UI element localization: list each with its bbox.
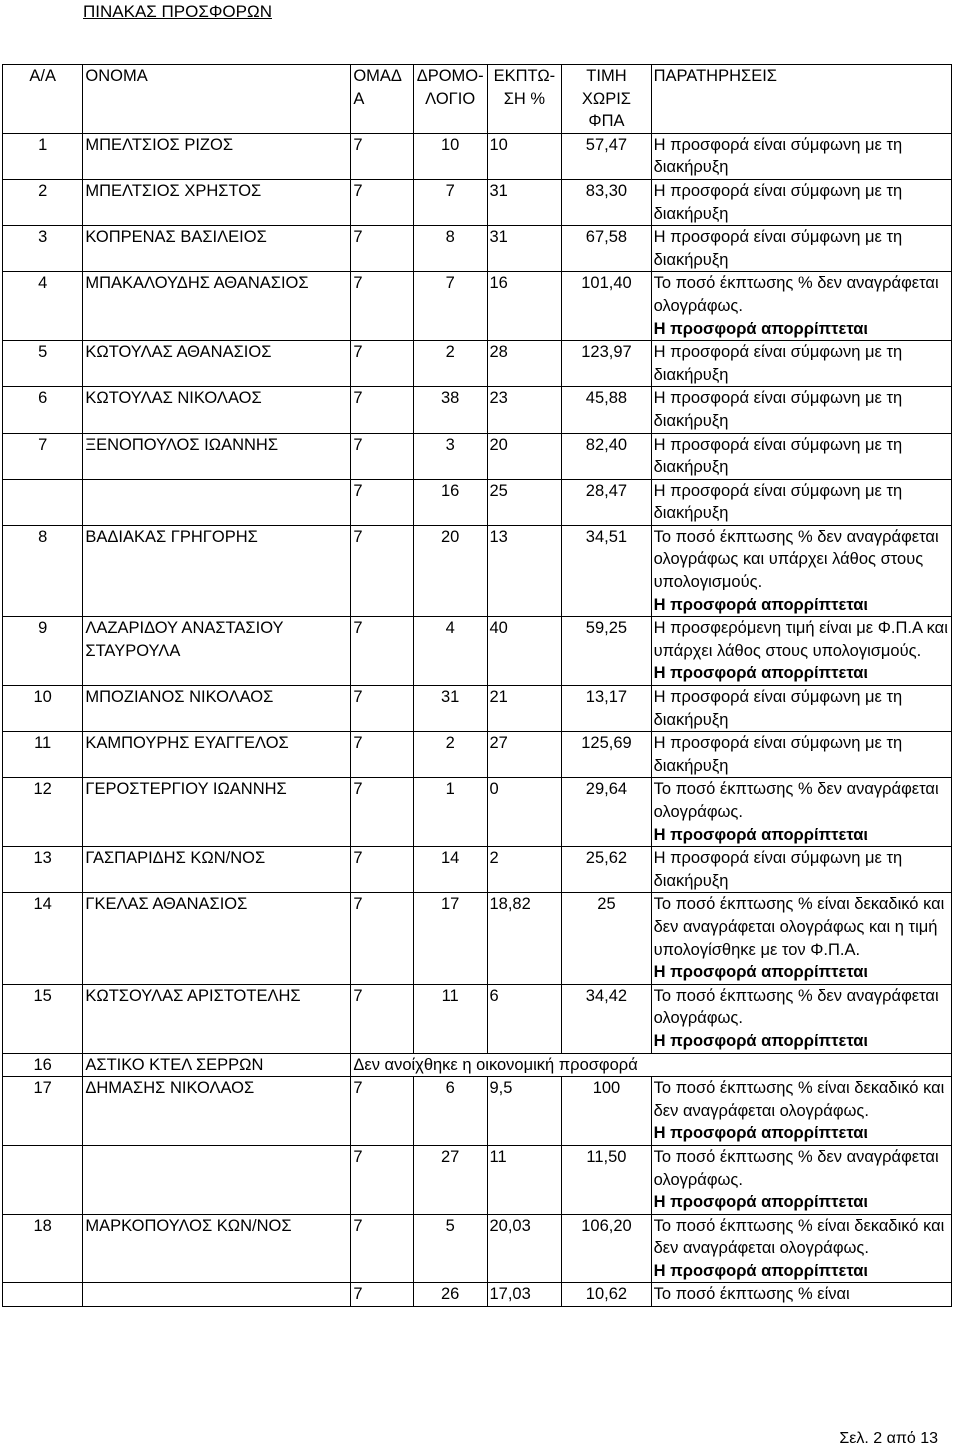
row-discount: 10 <box>487 133 562 179</box>
row-discount: 31 <box>487 226 562 272</box>
row-aa: 7 <box>3 433 83 479</box>
row-reject-text: Η προσφορά απορρίπτεται <box>653 595 868 614</box>
row-name <box>83 1283 351 1307</box>
table-row <box>3 525 952 616</box>
row-name: ΛΑΖΑΡΙΔΟΥ ΑΝΑΣΤΑΣΙΟΥ ΣΤΑΥΡΟΥΛΑ <box>83 617 351 686</box>
row-group: 7 <box>351 525 414 616</box>
row-notes <box>651 732 951 778</box>
row-discount: 40 <box>487 617 562 686</box>
row-aa: 13 <box>3 847 83 893</box>
row-course: 2 <box>413 732 487 778</box>
row-note-text: Το ποσό έκπτωσης % είναι δεκαδικό και δεν αναγράφεται ολογράφως. <box>653 1079 945 1120</box>
row-aa <box>3 1145 83 1214</box>
row-name: ΓΚΕΛΑΣ ΑΘΑΝΑΣΙΟΣ <box>83 893 351 984</box>
row-price: 57,47 <box>562 133 651 179</box>
table-row <box>3 479 952 525</box>
row-notes <box>651 617 951 686</box>
row-unopened-note: Δεν ανοίχθηκε η οικονομική προσφορά <box>351 1053 952 1077</box>
table-row <box>3 1145 952 1214</box>
row-aa: 16 <box>3 1053 83 1077</box>
table-row <box>3 272 952 341</box>
row-name: ΜΠΑΚΑΛΟΥΔΗΣ ΑΘΑΝΑΣΙΟΣ <box>83 272 351 341</box>
row-price: 100 <box>562 1077 651 1146</box>
row-notes <box>651 686 951 732</box>
row-price: 67,58 <box>562 226 651 272</box>
row-notes <box>651 341 951 387</box>
row-discount: 16 <box>487 272 562 341</box>
row-name: ΜΠΟΖΙΑΝΟΣ ΝΙΚΟΛΑΟΣ <box>83 686 351 732</box>
row-group: 7 <box>351 1077 414 1146</box>
row-course: 6 <box>413 1077 487 1146</box>
row-discount: 28 <box>487 341 562 387</box>
row-notes <box>651 893 951 984</box>
row-discount: 25 <box>487 479 562 525</box>
table-row <box>3 226 952 272</box>
row-group: 7 <box>351 778 414 847</box>
row-discount: 21 <box>487 686 562 732</box>
table-row <box>3 984 952 1053</box>
table-row <box>3 732 952 778</box>
table-row <box>3 1214 952 1283</box>
row-aa: 3 <box>3 226 83 272</box>
row-group: 7 <box>351 732 414 778</box>
row-price: 29,64 <box>562 778 651 847</box>
row-aa: 17 <box>3 1077 83 1146</box>
table-row <box>3 1053 952 1077</box>
row-notes <box>651 525 951 616</box>
row-aa: 6 <box>3 387 83 433</box>
table-row <box>3 893 952 984</box>
row-note-text: Το ποσό έκπτωσης % είναι δεκαδικό και δεν αναγράφεται ολογράφως. <box>653 1216 945 1258</box>
row-name: ΓΑΣΠΑΡΙΔΗΣ ΚΩΝ/ΝΟΣ <box>83 847 351 893</box>
row-price: 123,97 <box>562 341 651 387</box>
row-price: 34,51 <box>562 525 651 616</box>
header-discount: ΕΚΠΤΩ-ΣΗ % <box>487 65 562 134</box>
row-course: 8 <box>413 226 487 272</box>
row-discount: 0 <box>487 778 562 847</box>
row-note-text: Η προσφορά είναι σύμφωνη με τη διακήρυξη <box>653 343 903 384</box>
table-row <box>3 341 952 387</box>
row-group: 7 <box>351 433 414 479</box>
table-header-row <box>3 65 952 134</box>
row-aa <box>3 479 83 525</box>
row-group: 7 <box>351 341 414 387</box>
row-course: 4 <box>413 617 487 686</box>
row-aa: 12 <box>3 778 83 847</box>
row-group: 7 <box>351 272 414 341</box>
row-name: ΞΕΝΟΠΟΥΛΟΣ ΙΩΑΝΝΗΣ <box>83 433 351 479</box>
row-note-text: Το ποσό έκπτωσης % δεν αναγράφεται ολογράφως και υπάρχει λάθος στους υπολογισμούς. <box>653 527 939 592</box>
row-course: 7 <box>413 179 487 225</box>
row-note-text: Η προσφορά είναι σύμφωνη με τη διακήρυξη <box>653 228 903 269</box>
row-aa: 15 <box>3 984 83 1053</box>
row-reject-text: Η προσφορά απορρίπτεται <box>653 664 868 683</box>
row-name: ΜΠΕΛΤΣΙΟΣ ΡΙΖΟΣ <box>83 133 351 179</box>
row-name: ΜΠΕΛΤΣΙΟΣ ΧΡΗΣΤΟΣ <box>83 179 351 225</box>
row-notes <box>651 479 951 525</box>
row-note-text: Η προσφορά είναι σύμφωνη με τη διακήρυξη <box>653 481 903 523</box>
row-group: 7 <box>351 1283 414 1307</box>
row-discount: 11 <box>487 1145 562 1214</box>
row-group: 7 <box>351 617 414 686</box>
row-notes <box>651 1077 951 1146</box>
row-group: 7 <box>351 1214 414 1283</box>
row-discount: 23 <box>487 387 562 433</box>
row-notes <box>651 179 951 225</box>
row-course: 16 <box>413 479 487 525</box>
row-note-text: Η προσφορά είναι σύμφωνη με τη διακήρυξη <box>653 849 903 890</box>
table-row <box>3 133 952 179</box>
row-price: 34,42 <box>562 984 651 1053</box>
row-reject-text: Η προσφορά απορρίπτεται <box>653 319 868 338</box>
row-course: 7 <box>413 272 487 341</box>
row-notes <box>651 1283 951 1307</box>
table-row <box>3 617 952 686</box>
row-notes <box>651 226 951 272</box>
row-course: 20 <box>413 525 487 616</box>
page-number: Σελ. 2 από 13 <box>839 1430 938 1447</box>
row-notes <box>651 984 951 1053</box>
row-group: 7 <box>351 479 414 525</box>
row-note-text: Η προσφορά είναι σύμφωνη με τη διακήρυξη <box>653 135 903 177</box>
table-row <box>3 686 952 732</box>
table-row <box>3 179 952 225</box>
row-price: 125,69 <box>562 732 651 778</box>
row-discount: 27 <box>487 732 562 778</box>
row-course: 27 <box>413 1145 487 1214</box>
row-price: 25,62 <box>562 847 651 893</box>
row-aa: 18 <box>3 1214 83 1283</box>
header-price: ΤΙΜΗ ΧΩΡΙΣ ΦΠΑ <box>562 65 651 134</box>
row-price: 59,25 <box>562 617 651 686</box>
row-discount: 6 <box>487 984 562 1053</box>
row-name: ΜΑΡΚΟΠΟΥΛΟΣ ΚΩΝ/ΝΟΣ <box>83 1214 351 1283</box>
row-aa: 14 <box>3 893 83 984</box>
row-note-text: Η προσφορά είναι σύμφωνη με τη διακήρυξη <box>653 688 903 729</box>
table-row <box>3 387 952 433</box>
row-reject-text: Η προσφορά απορρίπτεται <box>653 1193 868 1212</box>
row-course: 5 <box>413 1214 487 1283</box>
header-name: ΟΝΟΜΑ <box>83 65 351 134</box>
row-note-text: Το ποσό έκπτωσης % δεν αναγράφεται ολογράφως. <box>653 274 939 315</box>
row-note-text: Το ποσό έκπτωσης % δεν αναγράφεται ολογράφως. <box>653 780 939 821</box>
table-row <box>3 433 952 479</box>
row-price: 106,20 <box>562 1214 651 1283</box>
row-name: ΔΗΜΑΣΗΣ ΝΙΚΟΛΑΟΣ <box>83 1077 351 1146</box>
offers-table <box>2 64 952 1307</box>
row-course: 31 <box>413 686 487 732</box>
row-name: ΚΩΤΟΥΛΑΣ ΝΙΚΟΛΑΟΣ <box>83 387 351 433</box>
row-price: 83,30 <box>562 179 651 225</box>
table-row <box>3 778 952 847</box>
row-name <box>83 479 351 525</box>
row-course: 11 <box>413 984 487 1053</box>
table-row <box>3 847 952 893</box>
row-notes <box>651 778 951 847</box>
row-notes <box>651 1214 951 1283</box>
row-name: ΚΑΜΠΟΥΡΗΣ ΕΥΑΓΓΕΛΟΣ <box>83 732 351 778</box>
row-note-text: Το ποσό έκπτωσης % δεν αναγράφεται ολογράφως. <box>653 1147 939 1189</box>
row-course: 38 <box>413 387 487 433</box>
row-reject-text: Η προσφορά απορρίπτεται <box>653 825 868 844</box>
row-group: 7 <box>351 387 414 433</box>
row-discount: 9,5 <box>487 1077 562 1146</box>
row-aa: 10 <box>3 686 83 732</box>
row-notes <box>651 847 951 893</box>
row-discount: 18,82 <box>487 893 562 984</box>
row-reject-text: Η προσφορά απορρίπτεται <box>653 1031 868 1050</box>
row-note-text: Η προσφορά είναι σύμφωνη με τη διακήρυξη <box>653 734 903 775</box>
row-group: 7 <box>351 179 414 225</box>
row-aa: 2 <box>3 179 83 225</box>
row-course: 3 <box>413 433 487 479</box>
row-discount: 17,03 <box>487 1283 562 1307</box>
header-aa: Α/Α <box>3 65 83 134</box>
row-course: 14 <box>413 847 487 893</box>
row-group: 7 <box>351 893 414 984</box>
row-group: 7 <box>351 226 414 272</box>
row-note-text: Η προσφορά είναι σύμφωνη με τη διακήρυξη <box>653 181 903 223</box>
row-note-text: Το ποσό έκπτωσης % δεν αναγράφεται ολογράφως. <box>653 986 939 1028</box>
header-course: ΔΡΟΜΟ-ΛΟΓΙΟ <box>413 65 487 134</box>
table-row <box>3 1077 952 1146</box>
row-note-text: Το ποσό έκπτωσης % είναι <box>653 1285 850 1304</box>
row-group: 7 <box>351 1145 414 1214</box>
row-note-text: Το ποσό έκπτωσης % είναι δεκαδικό και δεν αναγράφεται ολογράφως και η τιμή υπολογίσθηκε με τον Φ.Π.Α. <box>653 895 945 959</box>
row-price: 82,40 <box>562 433 651 479</box>
row-notes <box>651 1145 951 1214</box>
row-aa: 9 <box>3 617 83 686</box>
row-name: ΓΕΡΟΣΤΕΡΓΙΟΥ ΙΩΑΝΝΗΣ <box>83 778 351 847</box>
row-aa: 5 <box>3 341 83 387</box>
row-price: 101,40 <box>562 272 651 341</box>
row-reject-text: Η προσφορά απορρίπτεται <box>653 1124 868 1143</box>
row-discount: 2 <box>487 847 562 893</box>
row-note-text: Η προσφορά είναι σύμφωνη με τη διακήρυξη <box>653 435 903 477</box>
row-course: 26 <box>413 1283 487 1307</box>
row-price: 45,88 <box>562 387 651 433</box>
row-reject-text: Η προσφορά απορρίπτεται <box>653 1261 868 1280</box>
row-aa: 4 <box>3 272 83 341</box>
row-course: 17 <box>413 893 487 984</box>
row-price: 25 <box>562 893 651 984</box>
table-row <box>3 1283 952 1307</box>
row-name: ΚΩΤΣΟΥΛΑΣ ΑΡΙΣΤΟΤΕΛΗΣ <box>83 984 351 1053</box>
header-notes: ΠΑΡΑΤΗΡΗΣΕΙΣ <box>651 65 951 134</box>
row-price: 11,50 <box>562 1145 651 1214</box>
row-name <box>83 1145 351 1214</box>
row-price: 10,62 <box>562 1283 651 1307</box>
row-discount: 20,03 <box>487 1214 562 1283</box>
page-title: ΠΙΝΑΚΑΣ ΠΡΟΣΦΟΡΩΝ <box>83 2 272 21</box>
row-notes <box>651 387 951 433</box>
row-group: 7 <box>351 686 414 732</box>
row-discount: 13 <box>487 525 562 616</box>
row-group: 7 <box>351 984 414 1053</box>
row-group: 7 <box>351 847 414 893</box>
row-name: ΚΩΤΟΥΛΑΣ ΑΘΑΝΑΣΙΟΣ <box>83 341 351 387</box>
row-reject-text: Η προσφορά απορρίπτεται <box>653 963 868 982</box>
row-course: 10 <box>413 133 487 179</box>
row-aa: 8 <box>3 525 83 616</box>
row-discount: 20 <box>487 433 562 479</box>
row-name: ΑΣΤΙΚΟ ΚΤΕΛ ΣΕΡΡΩΝ <box>83 1053 351 1077</box>
row-notes <box>651 433 951 479</box>
row-notes <box>651 272 951 341</box>
row-group: 7 <box>351 133 414 179</box>
row-aa: 1 <box>3 133 83 179</box>
row-note-text: Η προσφορά είναι σύμφωνη με τη διακήρυξη <box>653 389 903 430</box>
row-price: 28,47 <box>562 479 651 525</box>
row-aa <box>3 1283 83 1307</box>
row-note-text: Η προσφερόμενη τιμή είναι με Φ.Π.Α και υπάρχει λάθος στους υπολογισμούς. <box>653 619 948 660</box>
row-name: ΒΑΔΙΑΚΑΣ ΓΡΗΓΟΡΗΣ <box>83 525 351 616</box>
row-price: 13,17 <box>562 686 651 732</box>
row-aa: 11 <box>3 732 83 778</box>
row-name: ΚΟΠΡΕΝΑΣ ΒΑΣΙΛΕΙΟΣ <box>83 226 351 272</box>
row-discount: 31 <box>487 179 562 225</box>
row-course: 1 <box>413 778 487 847</box>
header-group: ΟΜΑΔ Α <box>351 65 414 134</box>
row-notes <box>651 133 951 179</box>
row-course: 2 <box>413 341 487 387</box>
